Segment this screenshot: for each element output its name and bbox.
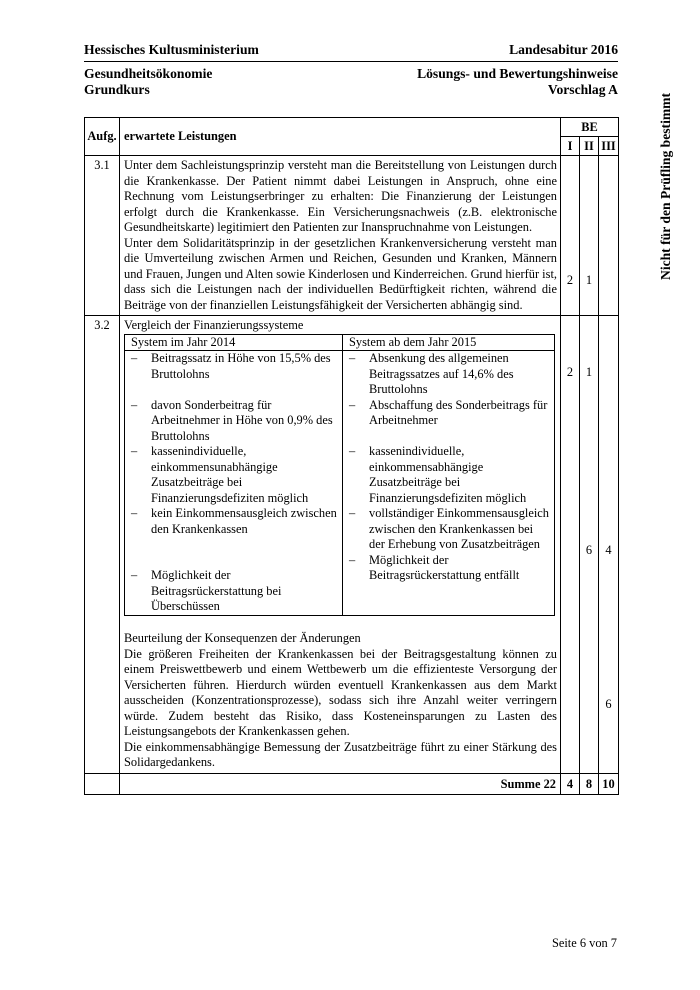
header-row-3 [84,82,618,98]
solution-table [84,117,619,795]
list-item: – Absenkung des allgemeinen Beitragssatzes auf 14,6% des Bruttolohns [349,351,514,396]
be-level-1: I [561,137,580,156]
table-row-sum [85,773,619,794]
task-32-intro: Vergleich der Finanzierungssysteme [124,318,304,332]
list-item: – Möglichkeit der Beitragsrückerstattung bei Überschüssen [131,568,282,613]
comparison-column-2014 [125,351,343,616]
evaluation-para-1: Die größeren Freiheiten der Krankenkassen bei der Beitragsgestaltung können zu einem Preiswettbewerb und einem Wettbewerb um die effizienteste Versorgung der Versicherten führen. Hierdurch würden eventuell Krankenkassen aus dem Markt ausscheiden (Konzentrationsprozesse), sodass sich ihre Anzahl weiter verringern würde. Zudem besteht das Risiko, dass Kosteneinsparungen zu Lasten des Leistungsangebots der Krankenkassen gehen. [124,646,557,738]
sum-empty-cell [85,773,120,794]
header-row-1 [84,42,618,58]
be-level-2: II [580,137,599,156]
list-item: – vollständiger Einkommensausgleich zwischen den Krankenkassen bei der Erhebung von Zusatzbeiträgen [349,506,549,551]
points-cell-II [580,156,599,379]
sum-label: Summe 22 [120,773,561,794]
exam-name: Landesabitur 2016 [509,42,618,57]
points-value: 1 [585,365,593,379]
task-31-para-1: Unter dem Sachleistungsprinzip versteht man die Bereitstellung von Leistungen durch die Krankenkasse. Der Patient nimmt dabei Leistungen in Anspruch, ohne eine Rechnung vom Leistungserbringer zu erhalten: Die Finanzierung der Leistungen erfolgt durch die Krankenkasse. Ein Versicherungsnachweis (z.B. elektronische Gesundheitskarte) legitimiert den Patienten zur Inanspruchnahme von Leistungen. [124,158,557,234]
list-item: – kassenindividuelle, einkommensabhängige Zusatzbeiträge bei Finanzierungsdefiziten möglich [349,444,527,505]
side-note: Nicht für den Prüfling bestimmt [658,92,673,280]
task-31-para-2: Unter dem Solidaritätsprinzip in der gesetzlichen Krankenversicherung versteht man die Umverteilung zwischen Armen und Reichen, Gesunden und Kranken, Männern und Frauen, Jungen und Alten sowie Kinderlosen und Kinderreichen. Grund hierfür ist, dass sich die Leistungen nach der individuellen Bedürftigkeit richten, während die Beiträge von der finanziellen Leistungsfähigkeit der Versicherten abhängig sind. [124,235,557,312]
points-value: 6 [585,543,593,557]
list-item: – davon Sonderbeitrag für Arbeitnehmer in Höhe von 0,9% des Bruttolohns [131,397,333,443]
be-level-3: III [599,137,619,156]
list-item: – Abschaffung des Sonderbeitrags für Arbeitnehmer [349,397,548,427]
comparison-column-2015 [343,351,555,616]
list-item: – Beitragssatz in Höhe von 15,5% des Bruttolohns [131,351,331,381]
subject-name: Gesundheitsökonomie [84,66,213,81]
col-header-be: BE [561,118,619,137]
list-item: – kein Einkommensausgleich zwischen den Krankenkassen [131,506,337,536]
comparison-header-2015: System ab dem Jahr 2015 [343,334,555,351]
ministry-name: Hessisches Kultusministerium [84,42,259,57]
list-item: – kassenindividuelle, einkommensunabhängige Zusatzbeiträge bei Finanzierungsdefiziten möglich [131,444,309,505]
sum-value-III: 10 [599,773,619,794]
doc-type: Lösungs- und Bewertungshinweise [417,66,618,81]
col-header-expected: erwartete Leistungen [120,118,561,156]
task-32-text [120,316,561,774]
task-number: 3.2 [85,316,120,774]
header-rule [84,61,618,62]
header-row-2 [84,66,618,82]
comparison-table [124,334,555,616]
list-item: – Möglichkeit der Beitragsrückerstattung entfällt [349,552,520,582]
page-number: Seite 6 von 7 [551,936,617,950]
points-value: 2 [566,273,574,287]
sum-value-I: 4 [561,773,580,794]
points-value: 2 [566,365,574,379]
task-number: 3.1 [85,156,120,316]
table-row-task-32 [85,316,619,774]
points-value: 6 [605,697,612,711]
evaluation-heading: Beurteilung der Konsequenzen der Änderungen [124,631,361,645]
table-row-task-31 [85,156,619,316]
task-31-text [120,156,561,316]
sum-value-II: 8 [580,773,599,794]
course-name: Grundkurs [84,82,150,97]
points-cell-III [599,156,619,316]
col-header-task: Aufg. [85,118,120,156]
points-value: 1 [585,273,593,287]
points-cell-I [561,156,580,379]
proposal-name: Vorschlag A [547,82,618,97]
points-value: 4 [605,543,612,557]
evaluation-para-2: Die einkommensabhängige Bemessung der Zusatzbeiträge führt zu einer Stärkung des Solidargedankens. [124,739,557,769]
points-cell-I [561,316,580,774]
points-cell-II [580,316,599,774]
comparison-header-2014: System im Jahr 2014 [125,334,343,351]
points-cell-III [599,316,619,774]
